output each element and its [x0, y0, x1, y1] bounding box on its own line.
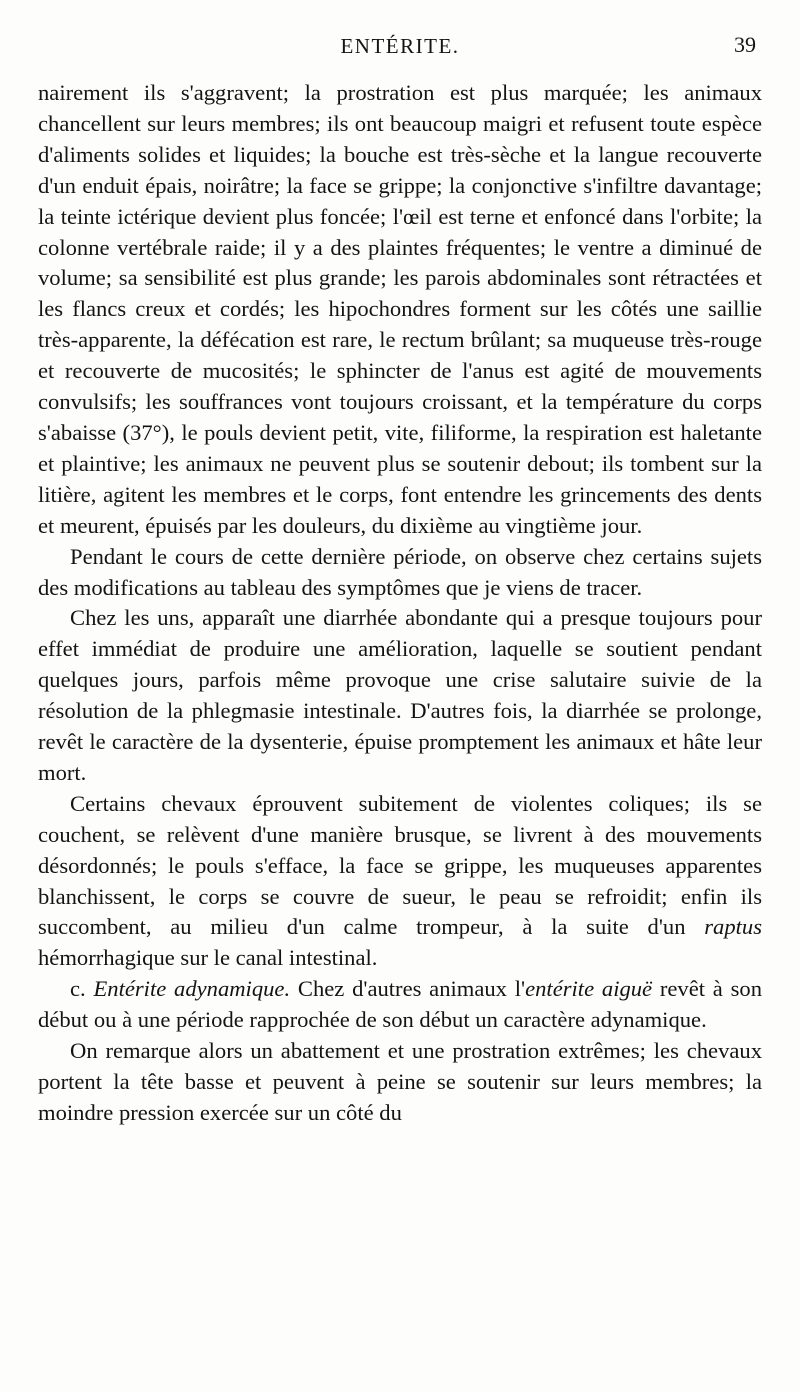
running-title: ENTÉRITE.: [340, 34, 460, 58]
paragraph-diarrhea: Chez les uns, apparaît une diarrhée abondante qui a presque toujours pour effet immédiat de produire une amélioration, laquelle se soutient pendant quelques jours, parfois même provoque une crise salutaire suivie de la résolution de la phlegmasie intestinale. D'autres fois, la diarrhée se prolonge, revêt le caractère de la dysenterie, épuise promptement les animaux et hâte leur mort.: [38, 605, 762, 785]
section-label: c.: [70, 976, 86, 1002]
body-text: [38, 78, 762, 1129]
paragraph-colic: [38, 789, 762, 974]
paragraph-continuation: nairement ils s'aggravent; la prostration est plus marquée; les animaux chancellent sur leurs membres; ils ont beaucoup maigri et refusent toute espèce d'aliments solides et liquides; la bouche est très-sèche et la langue recouverte d'un enduit épais, noirâtre; la face se grippe; la conjonctive s'infiltre davantage; la teinte ictérique devient plus foncée; l'œil est terne et enfoncé dans l'orbite; la colonne vertébrale raide; il y a des plaintes fréquentes; le ventre a diminué de volume; sa sensibilité est plus grande; les parois abdominales sont rétractées et les flancs creux et cordés; les hipochondres forment sur les côtés une saillie très-apparente, la défécation est rare, le rectum brûlant; sa muqueuse très-rouge et recouverte de mucosités; le sphincter de l'anus est agité de mouvements convulsifs; les souffrances vont toujours croissant, et la température du corps s'abaisse (37°), le pouls devient petit, vite, filiforme, la respiration est haletante et plaintive; les animaux ne peuvent plus se soutenir debout; ils tombent sur la litière, agitent les membres et le corps, font entendre les grincements des dents et meurent, épuisés par les douleurs, du dixième au vingtième jour.: [38, 80, 762, 538]
paragraph-colic-text-a: Certains chevaux éprouvent subitement de violentes coliques; ils se couchent, se relèvent d'une manière brusque, se livrent à des mouvements désordonnés; le pouls s'efface, la face se grippe, les muqueuses apparentes blanchissent, le corps se couvre de sueur, le peau se refroidit; enfin ils succombent, au milieu d'un calme trompeur, à la suite d'un: [38, 790, 762, 940]
paragraph-colic-text-b: hémorrhagique sur le canal intestinal.: [38, 945, 378, 971]
term-raptus: raptus: [704, 914, 762, 940]
paragraph-prostration: On remarque alors un abattement et une prostration extrêmes; les chevaux portent la tête basse et peuvent à peine se soutenir sur leurs membres; la moindre pression exercée sur un côté du: [38, 1038, 762, 1125]
page-header: [36, 30, 764, 64]
term-enterite-aigue: entérite aiguë: [525, 976, 653, 1002]
section-heading: Entérite adynamique.: [93, 976, 291, 1002]
paragraph-adynamic-text-a: Chez d'autres animaux l': [290, 976, 526, 1002]
paragraph-adynamic-text-b: revêt à son début ou à une période rapprochée de son début un caractère adynamique.: [38, 976, 762, 1033]
paragraph-adynamic: [38, 974, 762, 1036]
page-number: 39: [734, 32, 756, 57]
paragraph-last-period: Pendant le cours de cette dernière période, on observe chez certains sujets des modifications au tableau des symptômes que je viens de tracer.: [38, 543, 762, 600]
